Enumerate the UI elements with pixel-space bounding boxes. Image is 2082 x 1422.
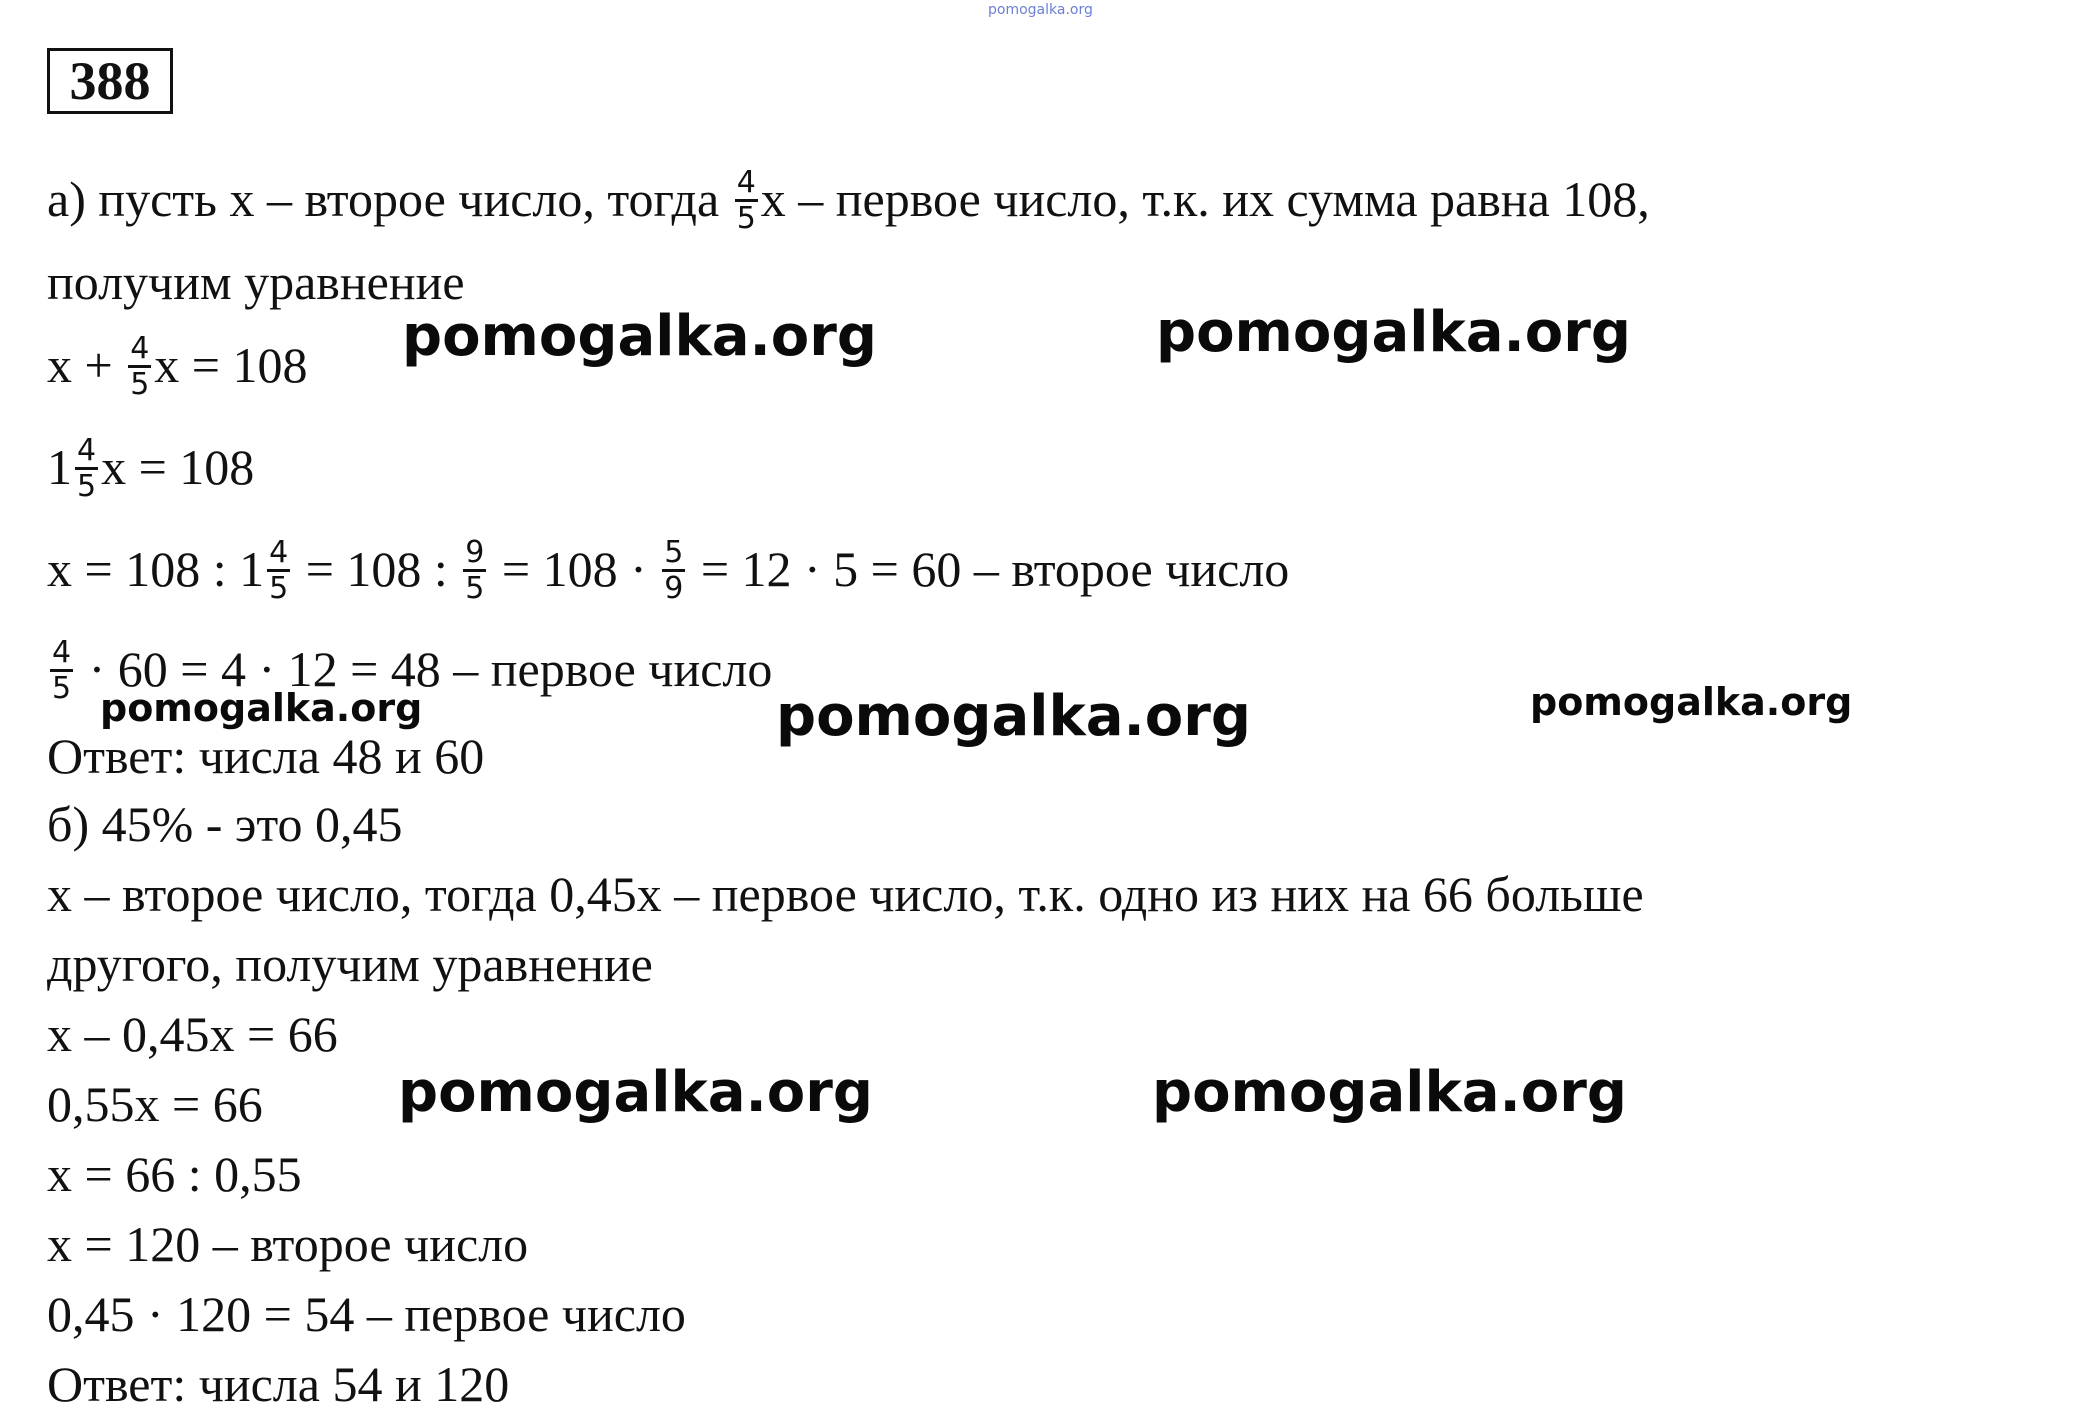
part-a-line-5	[47, 535, 1290, 609]
denominator: 5	[269, 571, 289, 606]
text: x +	[47, 336, 126, 393]
denominator: 5	[130, 367, 150, 402]
denominator: 5	[465, 571, 485, 606]
watermark: pomogalka.org	[100, 686, 423, 730]
watermark: pomogalka.org	[1156, 300, 1631, 365]
watermark: pomogalka.org	[776, 684, 1251, 749]
header-watermark: pomogalka.org	[988, 2, 1093, 18]
part-b-line-7: x = 120 – второе число	[47, 1216, 529, 1272]
part-a-line-2: получим уравнение	[47, 254, 465, 310]
part-b-line-8: 0,45 · 120 = 54 – первое число	[47, 1286, 686, 1342]
fraction	[50, 636, 73, 705]
denominator: 5	[736, 201, 756, 236]
text: = 108 ·	[489, 540, 660, 597]
numerator: 4	[130, 331, 150, 366]
watermark: pomogalka.org	[1152, 1060, 1627, 1125]
part-b-line-3: другого, получим уравнение	[47, 936, 653, 992]
part-b-line-1: б) 45% - это 0,45	[47, 796, 403, 852]
denominator: 5	[52, 671, 72, 706]
text: x = 108	[154, 336, 308, 393]
part-a-line-1	[47, 165, 1650, 239]
numerator: 9	[465, 535, 485, 570]
fraction	[735, 166, 758, 235]
numerator: 4	[269, 535, 289, 570]
denominator: 9	[664, 571, 684, 606]
watermark: pomogalka.org	[398, 1060, 873, 1125]
numerator: 4	[736, 165, 756, 200]
numerator: 4	[52, 635, 72, 670]
text: x – первое число, т.к. их сумма равна 108,	[760, 170, 1650, 227]
fraction	[267, 536, 290, 605]
watermark: pomogalka.org	[1530, 680, 1853, 724]
part-b-line-4: x – 0,45x = 66	[47, 1006, 338, 1062]
part-a-answer: Ответ: числа 48 и 60	[47, 728, 485, 784]
text: а) пусть x – второе число, тогда	[47, 170, 732, 227]
watermark: pomogalka.org	[402, 304, 877, 369]
numerator: 5	[664, 535, 684, 570]
text: x = 108	[101, 438, 255, 495]
part-b-line-6: x = 66 : 0,55	[47, 1146, 302, 1202]
part-a-line-4	[47, 433, 255, 507]
part-b-line-2: x – второе число, тогда 0,45x – первое число, т.к. одно из них на 66 больше	[47, 866, 1644, 922]
fraction	[463, 536, 486, 605]
fraction	[75, 434, 98, 503]
denominator: 5	[77, 469, 97, 504]
fraction	[128, 332, 151, 401]
text: = 12 · 5 = 60 – второе число	[688, 540, 1290, 597]
text: x = 108 : 1	[47, 540, 265, 597]
text: = 108 :	[293, 540, 461, 597]
fraction	[662, 536, 685, 605]
problem-number: 388	[47, 48, 173, 114]
text: · 60 = 4 · 12 = 48 – первое число	[76, 640, 773, 697]
part-b-answer: Ответ: числа 54 и 120	[47, 1356, 510, 1412]
part-a-line-3	[47, 331, 308, 405]
text: 1	[47, 438, 72, 495]
numerator: 4	[77, 433, 97, 468]
part-b-line-5: 0,55x = 66	[47, 1076, 263, 1132]
